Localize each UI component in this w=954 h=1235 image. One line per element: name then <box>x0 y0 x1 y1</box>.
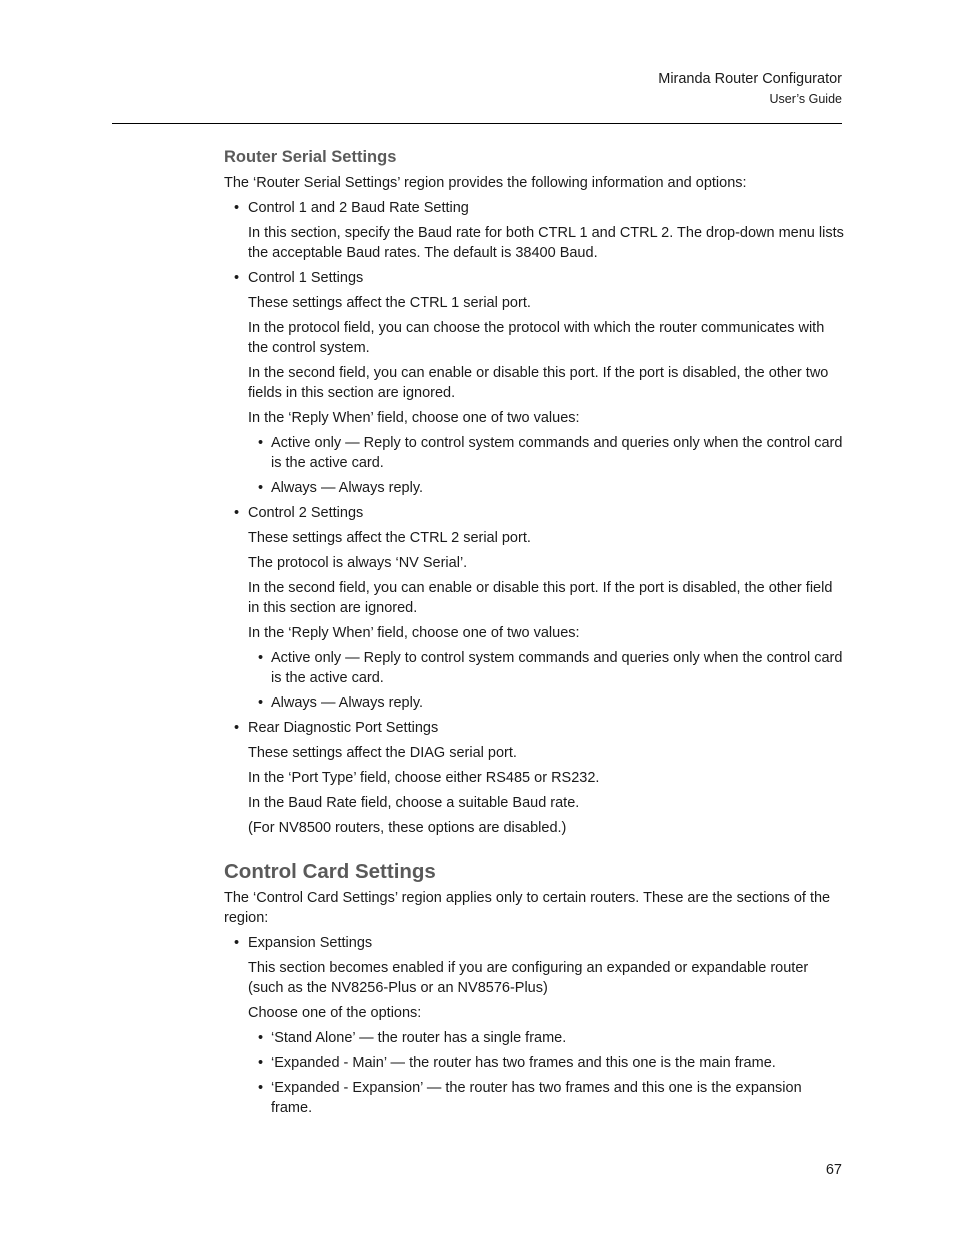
item-paragraph: These settings affect the DIAG serial port. <box>248 745 517 761</box>
section-heading-control-card: Control Card Settings <box>224 860 436 883</box>
bullet-item: • Control 2 Settings <box>224 503 844 523</box>
section-intro: The ‘Router Serial Settings’ region provides the following information and options: <box>224 175 747 191</box>
item-paragraph: Choose one of the options: <box>248 1005 422 1021</box>
item-paragraph: These settings affect the CTRL 1 serial port. <box>248 295 531 311</box>
item-paragraph: In the ‘Port Type’ field, choose either RS485 or RS232. <box>248 770 600 786</box>
item-paragraph: In the protocol field, you can choose the protocol with which the router communicates with the control system. <box>248 320 825 356</box>
item-paragraph: In the ‘Reply When’ field, choose one of two values: <box>248 625 580 641</box>
bullet-item: • Control 1 Settings <box>224 268 844 288</box>
section-heading-router-serial: Router Serial Settings <box>224 148 397 166</box>
bullet-item: • Control 1 and 2 Baud Rate Setting <box>224 198 844 218</box>
item-paragraph: This section becomes enabled if you are configuring an expanded or expandable router (such as the NV8256-Plus or an NV8576-Plus) <box>248 960 809 996</box>
item-paragraph: In the second field, you can enable or disable this port. If the port is disabled, the other two fields in this section are ignored. <box>248 365 829 401</box>
sub-bullet-item: • Active only — Reply to control system commands and queries only when the control card is the active card. <box>224 433 844 473</box>
item-paragraph: In the ‘Reply When’ field, choose one of two values: <box>248 410 580 426</box>
sub-bullet-item: • ‘Stand Alone’ — the router has a single frame. <box>224 1028 844 1048</box>
section-intro: The ‘Control Card Settings’ region applies only to certain routers. These are the sections of the region: <box>224 890 831 926</box>
item-paragraph: The protocol is always ‘NV Serial’. <box>248 555 468 571</box>
item-paragraph: In the second field, you can enable or disable this port. If the port is disabled, the other field in this section are ignored. <box>248 580 833 616</box>
sub-bullet-item: • ‘Expanded - Main’ — the router has two frames and this one is the main frame. <box>224 1053 844 1073</box>
sub-bullet-item: • ‘Expanded - Expansion’ — the router has two frames and this one is the expansion frame. <box>224 1078 844 1118</box>
bullet-item: • Rear Diagnostic Port Settings <box>224 718 844 738</box>
running-header-title: Miranda Router Configurator <box>658 71 842 87</box>
sub-bullet-item: • Active only — Reply to control system commands and queries only when the control card is the active card. <box>224 648 844 688</box>
item-paragraph: In this section, specify the Baud rate for both CTRL 1 and CTRL 2. The drop-down menu lists the acceptable Baud rates. The default is 38400 Baud. <box>248 225 844 261</box>
page-number: 67 <box>825 1162 842 1178</box>
sub-bullet-item: • Always — Always reply. <box>224 693 844 713</box>
page-content <box>224 146 844 1123</box>
sub-bullet-item: • Always — Always reply. <box>224 478 844 498</box>
item-paragraph: In the Baud Rate field, choose a suitable Baud rate. <box>248 795 580 811</box>
item-paragraph: (For NV8500 routers, these options are disabled.) <box>248 820 567 836</box>
bullet-item: • Expansion Settings <box>224 933 844 953</box>
item-paragraph: These settings affect the CTRL 2 serial port. <box>248 530 531 546</box>
header-divider <box>112 123 842 124</box>
running-header-subtitle: User’s Guide <box>769 92 842 106</box>
